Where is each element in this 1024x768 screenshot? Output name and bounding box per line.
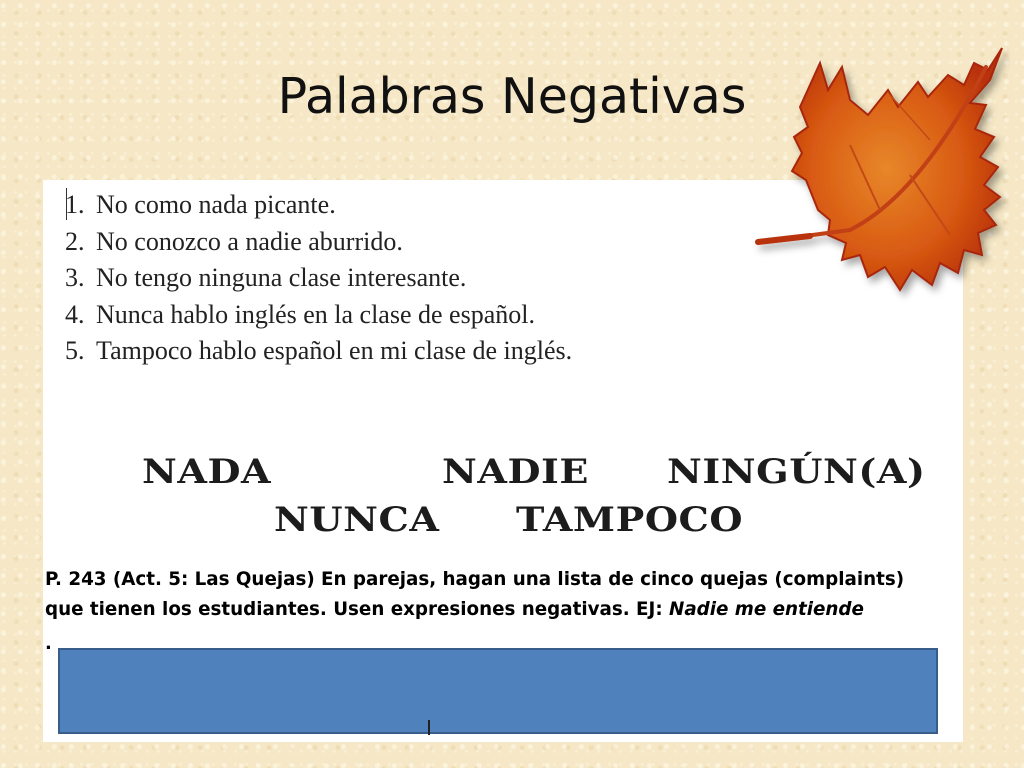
word-nunca: NUNCA	[274, 500, 440, 540]
example-text: Nunca hablo inglés en la clase de español.	[96, 299, 535, 329]
example-item	[65, 333, 572, 370]
instructions-example: Nadie me entiende	[669, 599, 864, 620]
example-number: 1.	[65, 190, 85, 219]
example-text: No como nada picante.	[96, 190, 336, 219]
example-number: 4.	[65, 299, 85, 329]
text-fragment-mark	[428, 720, 430, 735]
example-item	[65, 187, 572, 224]
examples-list	[65, 187, 572, 370]
answer-box[interactable]	[58, 648, 938, 734]
activity-instructions	[45, 565, 1020, 625]
instructions-line-1: P. 243 (Act. 5: Las Quejas) En parejas, hagan una lista de cinco quejas (complaints)	[45, 569, 905, 590]
word-tampoco: TAMPOCO	[516, 500, 744, 540]
autumn-leaf-icon	[750, 45, 1010, 325]
example-text: Tampoco hablo español en mi clase de inglés.	[96, 336, 573, 366]
word-nadie: NADIE	[442, 452, 590, 492]
word-ninguno: NINGÚN(A)	[667, 452, 926, 492]
instructions-line-2-text: que tienen los estudiantes. Usen expresiones negativas. EJ:	[45, 599, 670, 620]
instructions-line-2	[45, 595, 1020, 625]
example-text: No conozco a nadie aburrido.	[96, 226, 403, 256]
slide-title: Palabras Negativas	[277, 68, 747, 125]
example-number: 2.	[65, 226, 85, 256]
word-nada: NADA	[142, 452, 272, 492]
example-item	[65, 260, 572, 297]
example-number: 3.	[65, 263, 85, 293]
example-item	[65, 297, 572, 334]
example-text: No tengo ninguna clase interesante.	[96, 263, 467, 293]
example-number: 5.	[65, 336, 85, 366]
instructions-trailing-dot: .	[45, 633, 52, 654]
example-item	[65, 224, 572, 261]
